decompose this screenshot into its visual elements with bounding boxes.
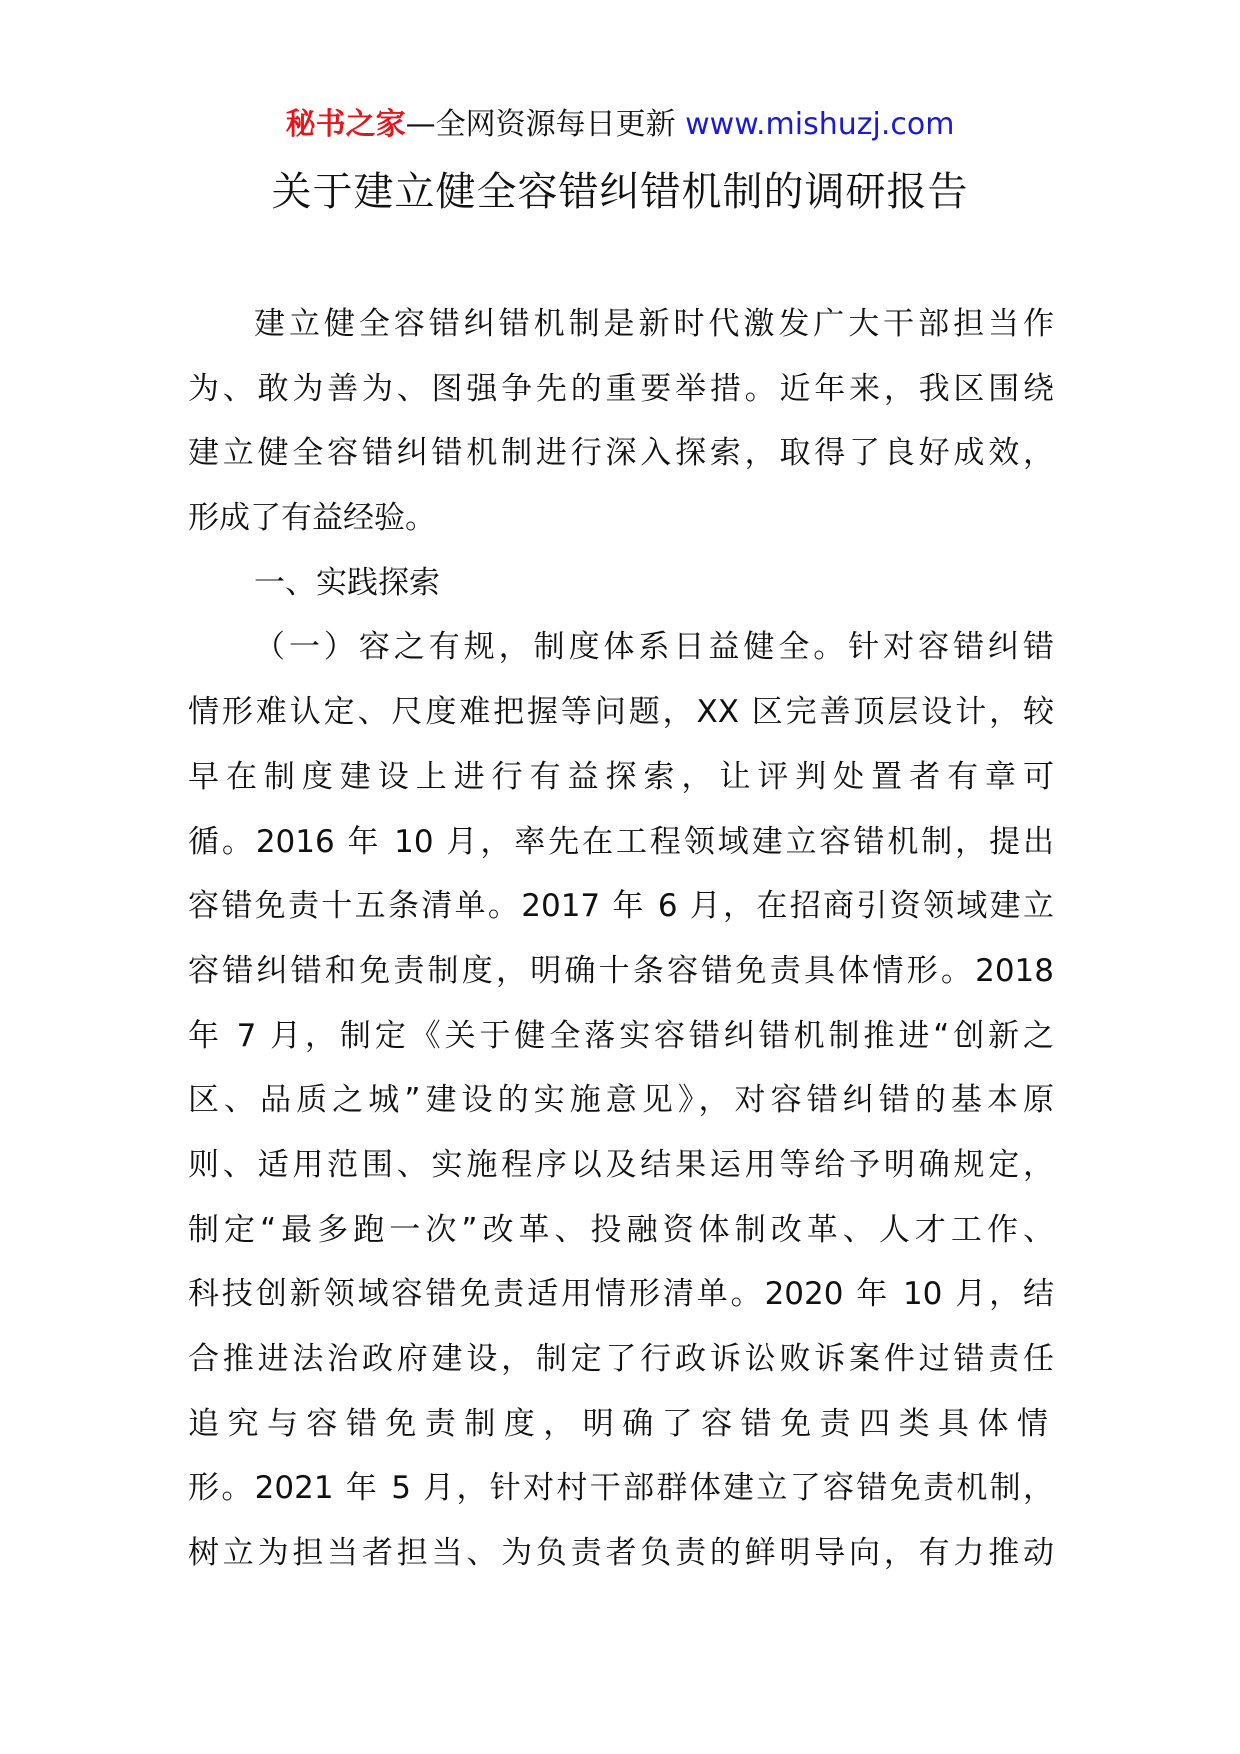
- paragraph-line: 容错纠错和免责制度，明确十条容错免责具体情形。2018: [188, 952, 1054, 989]
- paragraph-line: 循。2016 年 10 月，率先在工程领域建立容错机制，提出: [188, 823, 1054, 860]
- document-body: [188, 292, 1054, 1586]
- paragraph-line: 追究与容错免责制度，明确了容错免责四类具体情: [188, 1405, 1054, 1442]
- paragraph-line: 区、品质之城”建设的实施意见》，对容错纠错的基本原: [188, 1082, 1054, 1119]
- paragraph-line: 形成了有益经验。: [188, 500, 436, 537]
- section-heading: 一、实践探索: [254, 564, 440, 601]
- paragraph-line: 科技创新领域容错免责适用情形清单。2020 年 10 月，结: [188, 1276, 1054, 1313]
- site-header: [0, 103, 1240, 147]
- site-url-link[interactable]: www.mishuzj.com: [685, 107, 955, 142]
- paragraph-line: 建立健全容错纠错机制是新时代激发广大干部担当作: [254, 306, 1054, 342]
- paragraph-line: 树立为担当者担当、为负责者负责的鲜明导向，有力推动: [188, 1535, 1054, 1572]
- document-title: 关于建立健全容错纠错机制的调研报告: [271, 169, 969, 215]
- paragraph-line: （一）容之有规，制度体系日益健全。针对容错纠错: [254, 629, 1054, 666]
- paragraph-line: 早在制度建设上进行有益探索，让评判处置者有章可: [188, 758, 1054, 795]
- paragraph-line: 情形难认定、尺度难把握等问题，XX 区完善顶层设计，较: [188, 694, 1054, 731]
- paragraph-line: 建立健全容错纠错机制进行深入探索，取得了良好成效，: [188, 435, 1054, 472]
- paragraph-line: 年 7 月，制定《关于健全落实容错纠错机制推进“创新之: [188, 1017, 1054, 1054]
- header-slogan: —全网资源每日更新: [405, 107, 686, 142]
- paragraph-line: 为、敢为善为、图强争先的重要举措。近年来，我区围绕: [188, 370, 1054, 407]
- paragraph-line: 制定“最多跑一次”改革、投融资体制改革、人才工作、: [188, 1211, 1054, 1248]
- paragraph-line: 容错免责十五条清单。2017 年 6 月，在招商引资领域建立: [188, 888, 1054, 925]
- paragraph-line: 则、适用范围、实施程序以及结果运用等给予明确规定，: [188, 1146, 1054, 1183]
- brand-name: 秘书之家: [285, 107, 406, 142]
- paragraph-line: 合推进法治政府建设，制定了行政诉讼败诉案件过错责任: [188, 1341, 1054, 1377]
- paragraph-line: 形。2021 年 5 月，针对村干部群体建立了容错免责机制，: [188, 1470, 1054, 1507]
